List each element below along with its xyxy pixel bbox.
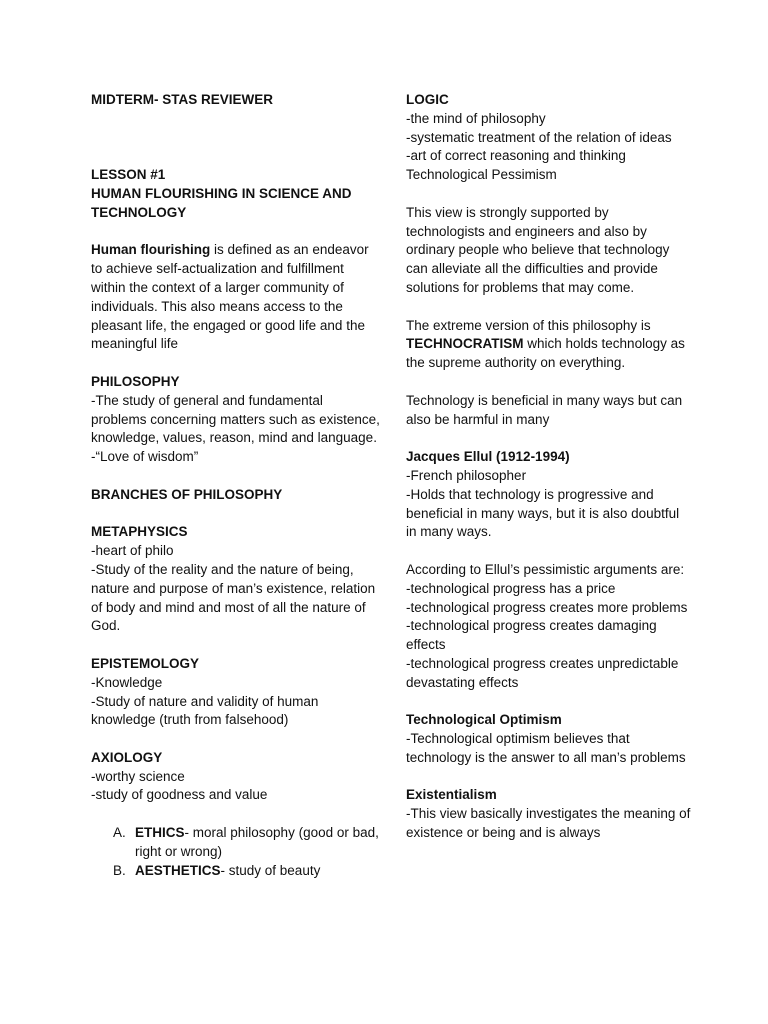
ellul-line: -Holds that technology is progressive and beneficial in many ways, but it is also doubtful in many ways. — [406, 486, 680, 540]
axiology-branch-list — [91, 824, 381, 880]
human-flourishing-term: Human flourishing — [91, 242, 211, 258]
aesthetics-term: AESTHETICS — [135, 862, 221, 878]
metaphysics-heading: METAPHYSICS — [91, 524, 188, 540]
metaphysics-line: -heart of philo — [91, 543, 174, 559]
ethics-term: ETHICS — [135, 825, 185, 841]
optimism-heading: Technological Optimism — [406, 712, 562, 728]
aesthetics-definition: - study of beauty — [220, 862, 321, 878]
view-paragraph: This view is strongly supported by technologists and engineers and also by ordinary people who believe that technology can alleviate all the difficulties and provide solutions for problems that may come. — [406, 204, 670, 295]
technocratism-term: TECHNOCRATISM — [406, 336, 524, 352]
list-marker: B. — [113, 862, 126, 878]
technocratism-tail: which holds technology as the supreme authority on everything. — [406, 336, 685, 371]
list-marker: A. — [113, 825, 126, 841]
axiology-line: -study of goodness and value — [91, 787, 268, 803]
logic-line: -systematic treatment of the relation of ideas — [406, 129, 672, 145]
human-flourishing-paragraph — [91, 241, 381, 354]
epistemology-heading: EPISTEMOLOGY — [91, 655, 200, 671]
lesson-title: HUMAN FLOURISHING IN SCIENCE AND TECHNOLOGY — [91, 185, 352, 220]
beneficial-paragraph: Technology is beneficial in many ways but can also be harmful in many — [406, 392, 683, 427]
axiology-heading: AXIOLOGY — [91, 749, 163, 765]
document-title: MIDTERM- STAS REVIEWER — [91, 92, 273, 107]
existentialism-heading: Existentialism — [406, 787, 497, 803]
ethics-definition: - moral philosophy (good or bad, right or wrong) — [135, 825, 379, 859]
philosophy-heading: PHILOSOPHY — [91, 373, 180, 389]
list-item — [91, 824, 381, 862]
axiology-line: -worthy science — [91, 768, 185, 784]
philosophy-line: -“Love of wisdom” — [91, 449, 199, 465]
left-column — [91, 91, 381, 880]
technocratism-paragraph — [406, 317, 691, 373]
ellul-argument: According to Ellul’s pessimistic arguments are: — [406, 561, 685, 577]
philosophy-line: -The study of general and fundamental problems concerning matters such as existence, knowledge, values, reason, mind and language. — [91, 392, 380, 446]
human-flourishing-definition: is defined as an endeavor to achieve self-actualization and fulfillment within the context of a larger community of individuals. This also means access to the pleasant life, the engaged or good life and the meaningful life — [91, 242, 369, 352]
optimism-line: -Technological optimism believes that technology is the answer to all man’s problems — [406, 731, 686, 765]
logic-line: Technological Pessimism — [406, 167, 557, 183]
epistemology-line: -Study of nature and validity of human knowledge (truth from falsehood) — [91, 693, 319, 728]
logic-heading: LOGIC — [406, 92, 449, 107]
technocratism-lead: The extreme version of this philosophy is — [406, 317, 651, 333]
list-item — [91, 862, 381, 881]
ellul-heading: Jacques Ellul (1912-1994) — [406, 449, 570, 465]
ellul-argument: -technological progress creates unpredictable devastating effects — [406, 655, 679, 690]
right-column — [406, 91, 691, 843]
epistemology-line: -Knowledge — [91, 674, 163, 690]
metaphysics-line: -Study of the reality and the nature of being, nature and purpose of man’s existence, relation of body and mind and most of all the nature of God. — [91, 561, 376, 634]
ellul-argument: -technological progress creates more problems — [406, 599, 688, 615]
branches-heading: BRANCHES OF PHILOSOPHY — [91, 486, 283, 502]
lesson-number: LESSON #1 — [91, 167, 166, 183]
logic-line: -the mind of philosophy — [406, 110, 546, 126]
logic-line: -art of correct reasoning and thinking — [406, 148, 626, 164]
ellul-line: -French philosopher — [406, 467, 527, 483]
existentialism-line: -This view basically investigates the meaning of existence or being and is always — [406, 806, 691, 841]
ellul-argument: -technological progress creates damaging effects — [406, 618, 657, 653]
ellul-argument: -technological progress has a price — [406, 580, 616, 596]
